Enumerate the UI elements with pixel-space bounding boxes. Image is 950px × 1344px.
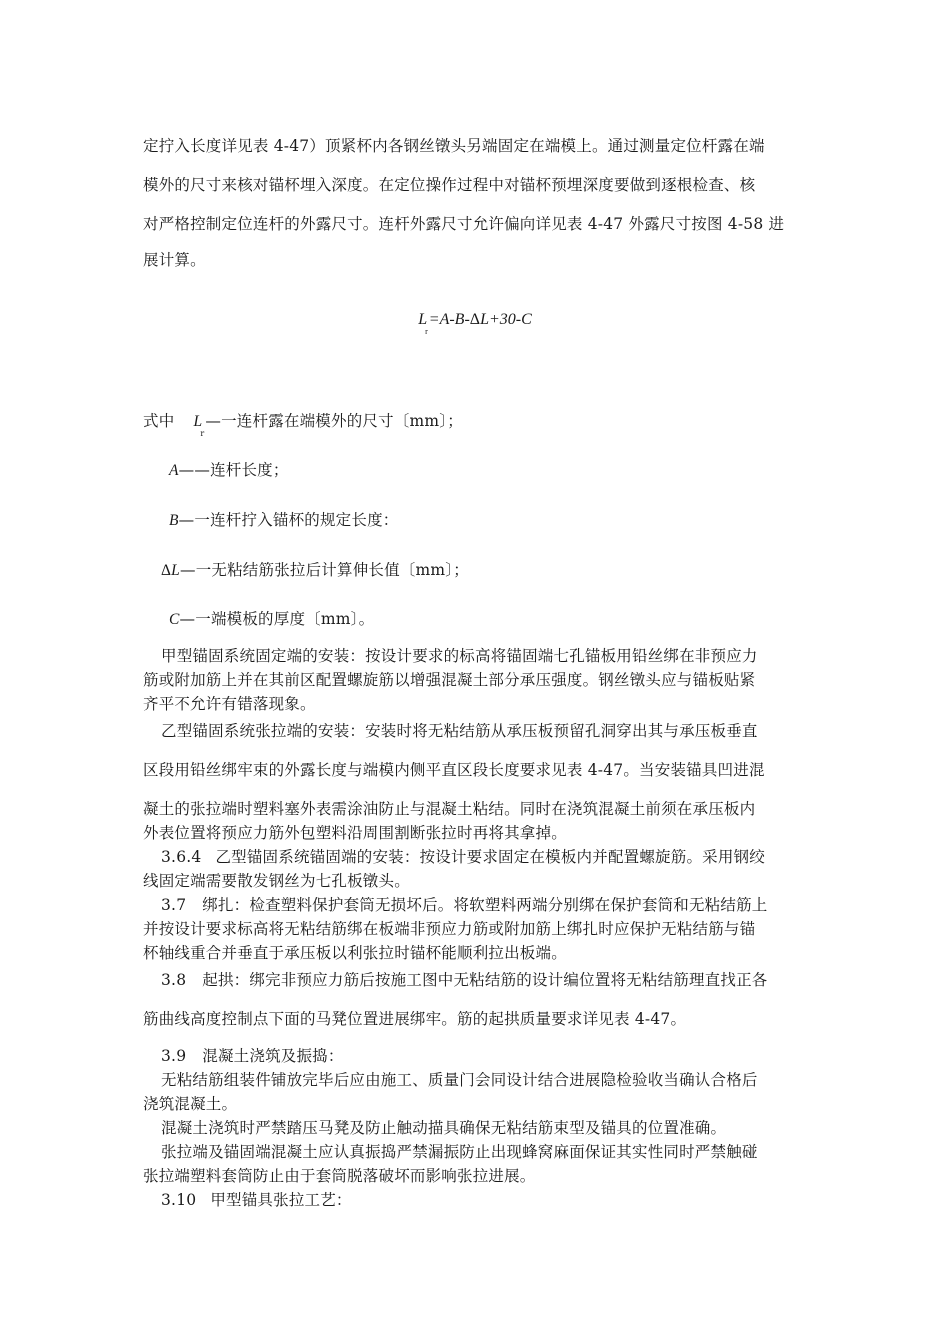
para-jia-line2: 筋或附加筋上并在其前区配置螺旋筋以增强混凝土部分承压强度。钢丝镦头应与锚板贴紧 [143, 671, 756, 689]
section-3-9-number: 3.9 [161, 1047, 187, 1065]
formula-lhs: L [418, 311, 428, 328]
formula-lhs-sub: r [425, 327, 428, 336]
section-3-9-p2-line1: 混凝土浇筑时严禁踏压马凳及防止触动描具确保无粘结筋束型及锚具的位置准确。 [161, 1119, 727, 1137]
section-3-9-p3-line1: 张拉端及锚固端混凝土应认真振捣严禁漏振防止出现蜂窝麻面保证其实性同时严禁触碰 [161, 1143, 758, 1161]
section-3-7-line3: 杯轴线重合并垂直于承压板以利张拉时锚杯能顺利拉出板端。 [143, 944, 567, 962]
formula-rhs-b: L+30-C [480, 311, 532, 328]
para-jia-line3: 齐平不允许有错落现象。 [143, 695, 316, 713]
def-dl-symbol: L [171, 562, 180, 579]
para-yi-line2: 区段用铅丝绑牢束的外露长度与端模内侧平直区段长度要求见表 4-47。当安装锚具凹进混 [143, 761, 765, 779]
para1-line3: 对严格控制定位连杆的外露尺寸。连杆外露尺寸允许偏向详见表 4-47 外露尺寸按图 4-58 进 [143, 215, 785, 233]
formula [0, 311, 950, 336]
def-prefix: 式中 [143, 412, 175, 430]
para1-line2: 模外的尺寸来核对锚杯埋入深度。在定位操作过程中对锚杯预埋深度要做到逐根检查、核 [143, 176, 756, 194]
def-a [169, 460, 839, 481]
section-3-7-line1 [161, 895, 831, 915]
formula-delta: Δ [469, 311, 481, 328]
def-b-text: —一连杆拧入锚杯的规定长度： [178, 511, 399, 529]
def-dl [161, 560, 831, 581]
section-3-6-4-line1 [161, 847, 831, 867]
def-a-symbol: A [169, 462, 179, 479]
def-c-symbol: C [169, 611, 180, 628]
section-3-8-number: 3.8 [161, 971, 187, 989]
para-yi-line4: 外表位置将预应力筋外包塑料沿周围割断张拉时再将其拿掉。 [143, 824, 567, 842]
section-3-8-line1 [161, 970, 831, 990]
def-c-text: —一端模板的厚度〔mm〕。 [179, 610, 375, 628]
para-jia-line1: 甲型锚固系统固定端的安装：按设计要求的标高将锚固端七孔锚板用铅丝绑在非预应力 [161, 647, 758, 665]
section-3-9-p1-line2: 浇筑混凝土。 [143, 1095, 238, 1113]
def-c [169, 609, 839, 630]
section-3-10-number: 3.10 [161, 1191, 197, 1209]
section-3-8-text: 起拱：绑完非预应力筋后按施工图中无粘结筋的设计编位置将无粘结筋理直找正各 [202, 971, 768, 989]
formula-rhs-a: =A-B- [428, 311, 470, 328]
def-lr [143, 411, 813, 438]
section-3-10-heading [161, 1190, 831, 1210]
section-3-6-4-text: 乙型锚固系统锚固端的安装：按设计要求固定在模板内并配置螺旋筋。采用钢绞 [215, 848, 765, 866]
section-3-6-4-line2: 线固定端需要散发钢丝为七孔板镦头。 [143, 872, 410, 890]
section-3-9-p3-line2: 张拉端塑料套筒防止由于套筒脱落破坏而影响张拉进展。 [143, 1167, 536, 1185]
section-3-7-number: 3.7 [161, 896, 187, 914]
section-3-9-p1-line1: 无粘结筋组装件铺放完毕后应由施工、质量门会同设计结合进展隐检验收当确认合格后 [161, 1071, 758, 1089]
para-yi-line3: 凝土的张拉端时塑料塞外表需涂油防止与混凝土粘结。同时在浇筑混凝土前须在承压板内 [143, 800, 756, 818]
def-dl-text: —一无粘结筋张拉后计算伸长值〔mm〕； [180, 561, 469, 579]
section-3-10-title: 甲型锚具张拉工艺： [210, 1191, 352, 1209]
def-lr-sub: r [200, 429, 205, 438]
section-3-8-line2: 筋曲线高度控制点下面的马凳位置进展绑牢。筋的起拱质量要求详见表 4-47。 [143, 1010, 687, 1028]
para1-line1: 定拧入长度详见表 4-47）顶紧杯内各钢丝镦头另端固定在端模上。通过测量定位杆露在端 [143, 137, 765, 155]
def-lr-text: —一连杆露在端模外的尺寸〔mm〕； [205, 412, 463, 430]
section-3-9-title: 混凝土浇筑及振捣： [202, 1047, 344, 1065]
def-dl-delta: Δ [161, 562, 172, 579]
def-lr-symbol: L [193, 413, 203, 430]
section-3-7-text: 绑扎：检查塑料保护套筒无损坏后。将软塑料两端分别绑在保护套筒和无粘结筋上 [202, 896, 768, 914]
para-yi-line1: 乙型锚固系统张拉端的安装：安装时将无粘结筋从承压板预留孔洞穿出其与承压板垂直 [161, 722, 758, 740]
section-3-6-4-number: 3.6.4 [161, 848, 202, 866]
section-3-7-line2: 并按设计要求标高将无粘结筋绑在板端非预应力筋或附加筋上绑扎时应保护无粘结筋与锚 [143, 920, 756, 938]
para1-line4: 展计算。 [143, 251, 206, 269]
def-a-text: ——连杆长度； [178, 461, 289, 479]
def-b-symbol: B [169, 512, 179, 529]
def-b [169, 510, 839, 531]
section-3-9-heading [161, 1046, 831, 1066]
